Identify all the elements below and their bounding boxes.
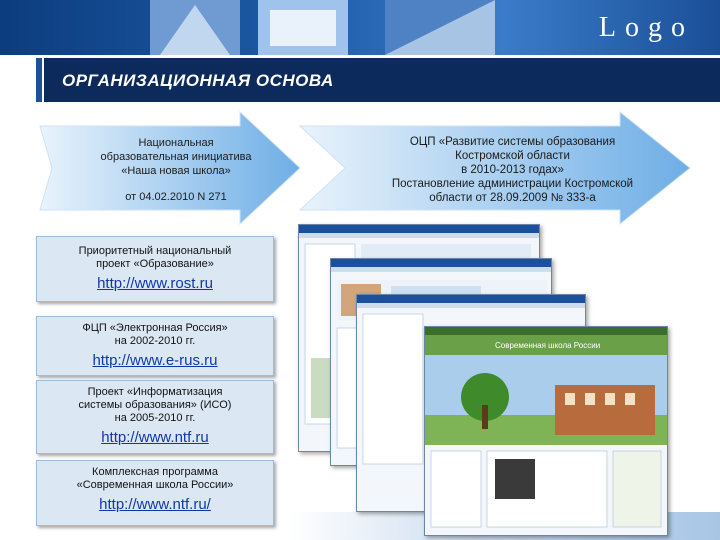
ntf-school-link[interactable]: http://www.ntf.ru/	[99, 496, 211, 513]
screenshot-modern-school	[424, 326, 668, 536]
modern-school-site-title: Современная школа России	[495, 341, 601, 350]
logo: Logo	[598, 12, 694, 43]
program-erus: ФЦП «Электронная Россия» на 2002-2010 гг. http://www.e-rus.ru	[36, 316, 274, 376]
initiative-date: от 04.02.2010 N 271	[125, 191, 227, 203]
ntf-link[interactable]: http://www.ntf.ru	[101, 429, 209, 446]
program-rost: Приоритетный национальный проект «Образование» http://www.rost.ru	[36, 236, 274, 302]
rost-link[interactable]: http://www.rost.ru	[97, 275, 213, 292]
page-title: ОРГАНИЗАЦИОННАЯ ОСНОВА	[62, 71, 334, 90]
program-iso: Проект «Информатизация системы образования» (ИСО) на 2005-2010 гг. http://www.ntf.ru	[36, 380, 274, 454]
arrow-initiative-text: Национальная образовательная инициатива «Наша новая школа» от 04.02.2010 N 271	[76, 136, 276, 204]
modern-school-page-content	[425, 335, 667, 535]
program-modern-school: Комплексная программа «Современная школа России» http://www.ntf.ru/	[36, 460, 274, 526]
arrow-ocp-text: ОЦП «Развитие системы образования Костромской области в 2010-2013 годах» Постановление администрации Костромской области от 28.09.2009 № 333-а	[391, 136, 634, 204]
erus-link[interactable]: http://www.e-rus.ru	[92, 352, 218, 369]
